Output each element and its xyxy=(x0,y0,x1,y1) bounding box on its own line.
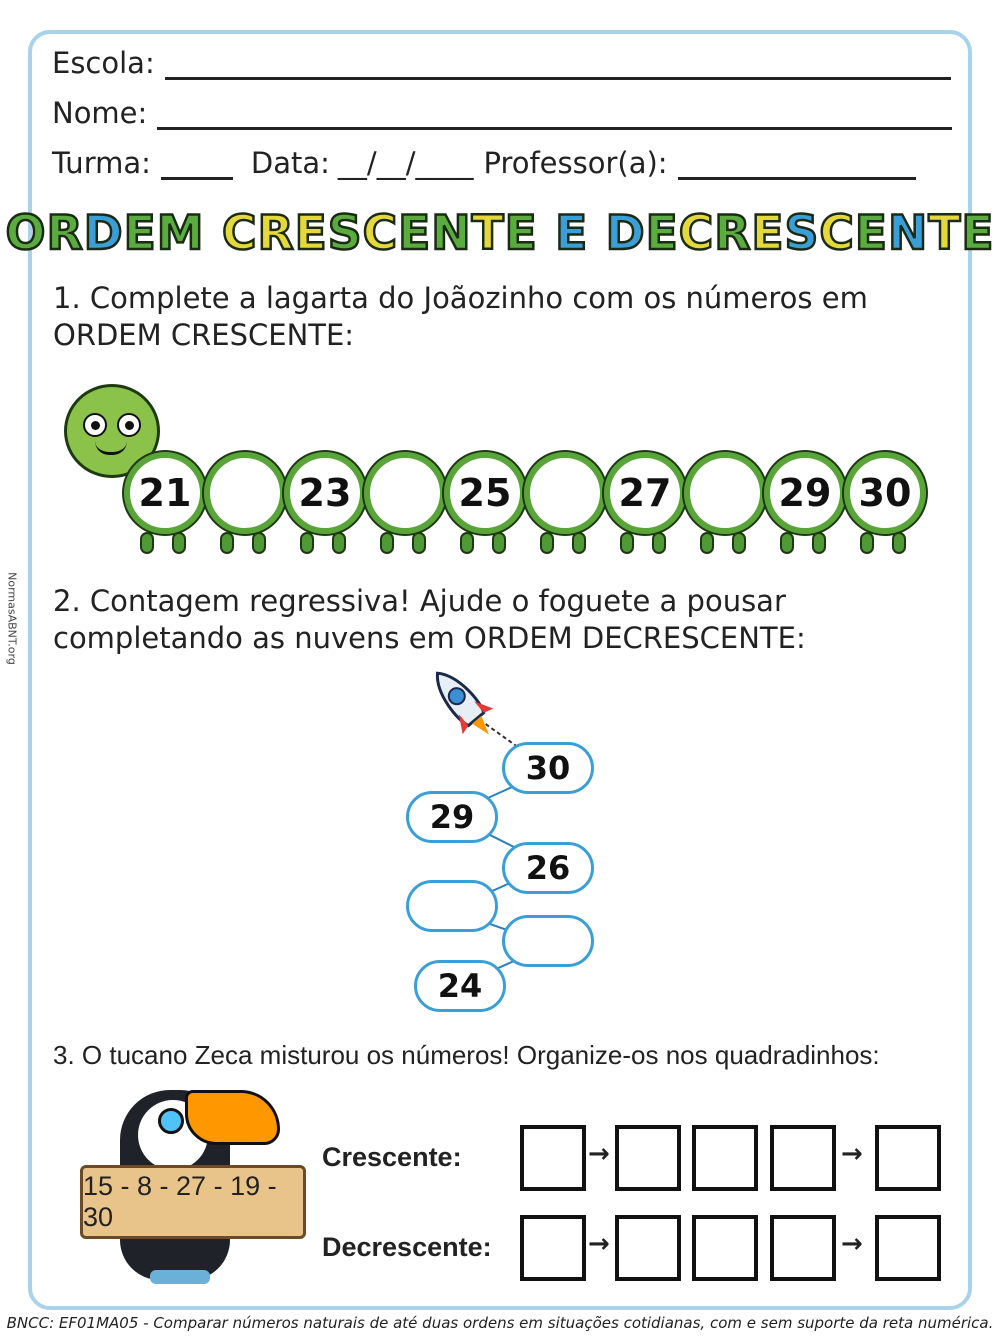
caterpillar-leg xyxy=(652,532,666,554)
school-line xyxy=(52,46,951,80)
footer-bncc: BNCC: EF01MA05 - Comparar números naturais de até duas ordens em situações cotidianas, com e sem suporte da reta numérica. xyxy=(6,1314,994,1332)
caterpillar-leg xyxy=(172,532,186,554)
caterpillar-leg xyxy=(812,532,826,554)
crescent-answer-box[interactable] xyxy=(520,1125,586,1191)
caterpillar-leg xyxy=(700,532,714,554)
cloud: 29 xyxy=(406,791,498,843)
cloud: 30 xyxy=(502,742,594,794)
caterpillar-leg xyxy=(300,532,314,554)
question-2: 2. Contagem regressiva! Ajude o foguete a pousar completando as nuvens em ORDEM DECRESCENTE: xyxy=(53,584,806,655)
teacher-field[interactable] xyxy=(678,154,916,180)
watermark-text: NormasABNT.org xyxy=(5,572,19,665)
arrow-right-icon: → xyxy=(841,1139,863,1169)
caterpillar-segment: 30 xyxy=(844,452,926,534)
caterpillar-segment: 25 xyxy=(444,452,526,534)
arrow-right-icon: → xyxy=(841,1229,863,1259)
caterpillar-segment: 23 xyxy=(284,452,366,534)
caterpillar-leg xyxy=(492,532,506,554)
caterpillar-leg xyxy=(220,532,234,554)
cloud: 24 xyxy=(414,960,506,1012)
caterpillar-leg xyxy=(540,532,554,554)
cloud-blank[interactable] xyxy=(502,915,594,967)
decrescent-answer-box[interactable] xyxy=(875,1215,941,1281)
rocket-icon xyxy=(422,660,504,747)
caterpillar-leg xyxy=(892,532,906,554)
school-field[interactable] xyxy=(165,54,951,80)
question-1: 1. Complete a lagarta do Joãozinho com os números em ORDEM CRESCENTE: xyxy=(53,281,868,352)
crescent-answer-box[interactable] xyxy=(770,1125,836,1191)
worksheet-title xyxy=(0,206,1000,261)
number-sign: 15 - 8 - 27 - 19 - 30 xyxy=(80,1165,306,1239)
caterpillar-segment: 29 xyxy=(764,452,846,534)
caterpillar-leg xyxy=(380,532,394,554)
caterpillar-leg xyxy=(460,532,474,554)
date-field[interactable]: __/__/____ xyxy=(337,146,474,180)
caterpillar-segment-blank[interactable] xyxy=(364,452,446,534)
caterpillar-leg xyxy=(860,532,874,554)
caterpillar-leg xyxy=(572,532,586,554)
caterpillar-leg xyxy=(732,532,746,554)
crescent-label: Crescente: xyxy=(322,1142,462,1172)
caterpillar-segment-blank[interactable] xyxy=(204,452,286,534)
arrow-right-icon: → xyxy=(588,1139,610,1169)
name-label: Nome: xyxy=(52,96,148,130)
cloud: 26 xyxy=(502,842,594,894)
crescent-answer-box[interactable] xyxy=(875,1125,941,1191)
caterpillar-leg xyxy=(620,532,634,554)
crescent-answer-box[interactable] xyxy=(692,1125,758,1191)
class-field[interactable] xyxy=(161,154,233,180)
caterpillar-segment-blank[interactable] xyxy=(524,452,606,534)
caterpillar-leg xyxy=(412,532,426,554)
info-line xyxy=(52,146,916,180)
crescent-answer-box[interactable] xyxy=(615,1125,681,1191)
decrescent-label: Decrescente: xyxy=(322,1232,492,1262)
name-field[interactable] xyxy=(157,104,952,130)
caterpillar-segment: 27 xyxy=(604,452,686,534)
arrow-right-icon: → xyxy=(588,1229,610,1259)
caterpillar-leg xyxy=(252,532,266,554)
question-3: 3. O tucano Zeca misturou os números! Organize-os nos quadradinhos: xyxy=(53,1040,880,1070)
caterpillar-leg xyxy=(780,532,794,554)
school-label: Escola: xyxy=(52,46,155,80)
name-line xyxy=(52,96,952,130)
class-label: Turma: xyxy=(52,146,151,180)
caterpillar-leg xyxy=(140,532,154,554)
decrescent-answer-box[interactable] xyxy=(692,1215,758,1281)
decrescent-answer-box[interactable] xyxy=(520,1215,586,1281)
date-label: Data: xyxy=(250,146,330,180)
cloud-blank[interactable] xyxy=(406,880,498,932)
title-text: ORDEM CRESCENTE E DECRESCENTE xyxy=(5,206,995,261)
teacher-label: Professor(a): xyxy=(483,146,668,180)
caterpillar-segment: 21 xyxy=(124,452,206,534)
caterpillar-leg xyxy=(332,532,346,554)
decrescent-answer-box[interactable] xyxy=(770,1215,836,1281)
caterpillar-segment-blank[interactable] xyxy=(684,452,766,534)
decrescent-answer-box[interactable] xyxy=(615,1215,681,1281)
